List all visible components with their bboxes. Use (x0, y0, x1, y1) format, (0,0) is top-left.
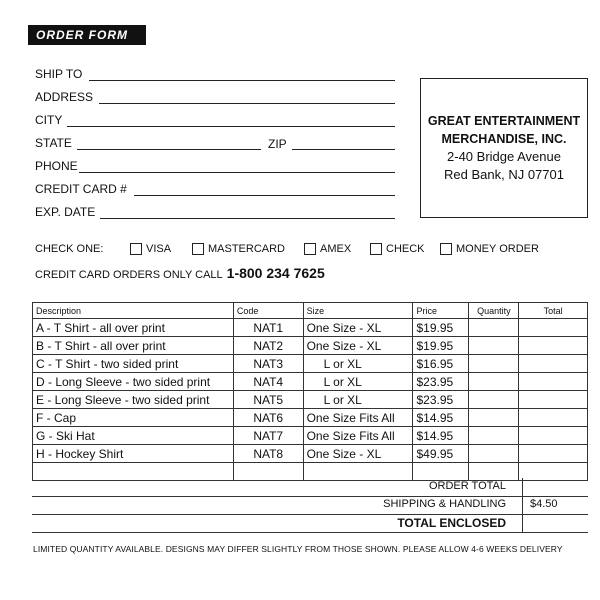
call-phone-number: 1-800 234 7625 (226, 265, 325, 281)
option-money-order[interactable] (440, 243, 539, 255)
total-cell[interactable] (519, 427, 588, 445)
shipping-value: $4.50 (530, 498, 558, 510)
ship-to-field[interactable] (89, 80, 395, 81)
header-size: Size (303, 303, 413, 319)
total-cell[interactable] (519, 391, 588, 409)
mastercard-label: MASTERCARD (208, 243, 286, 255)
item-description: D - Long Sleeve - two sided print (33, 373, 234, 391)
item-code: NAT4 (233, 373, 303, 391)
shipping-label: SHIPPING & HANDLING (383, 498, 506, 510)
shipping-row (32, 496, 588, 515)
company-address-box (420, 78, 588, 218)
total-cell[interactable] (519, 373, 588, 391)
quantity-cell[interactable] (469, 445, 519, 463)
visa-checkbox[interactable] (130, 243, 142, 255)
order-total-label: ORDER TOTAL (428, 480, 506, 492)
item-description: C - T Shirt - two sided print (33, 355, 234, 373)
company-name-line1: GREAT ENTERTAINMENT (427, 114, 581, 128)
item-size: One Size - XL (303, 445, 413, 463)
mastercard-checkbox[interactable] (192, 243, 204, 255)
table-row (33, 445, 588, 463)
item-code: NAT1 (233, 319, 303, 337)
exp-date-label: EXP. DATE (35, 205, 96, 219)
item-price: $49.95 (413, 445, 469, 463)
check-label: CHECK (386, 243, 425, 255)
item-price: $19.95 (413, 319, 469, 337)
item-price: $19.95 (413, 337, 469, 355)
item-code: NAT8 (233, 445, 303, 463)
header-description: Description (33, 303, 234, 319)
option-visa[interactable] (130, 243, 192, 255)
check-checkbox[interactable] (370, 243, 382, 255)
option-check[interactable] (370, 243, 440, 255)
item-description: A - T Shirt - all over print (33, 319, 234, 337)
item-code: NAT3 (233, 355, 303, 373)
option-amex[interactable] (304, 243, 370, 255)
header-quantity: Quantity (469, 303, 519, 319)
city-field[interactable] (67, 126, 395, 127)
address-label: ADDRESS (35, 90, 94, 104)
table-row (33, 355, 588, 373)
phone-label: PHONE (35, 159, 78, 173)
header-price: Price (413, 303, 469, 319)
quantity-cell[interactable] (469, 409, 519, 427)
total-cell[interactable] (519, 319, 588, 337)
quantity-cell[interactable] (469, 391, 519, 409)
zip-label: ZIP (268, 137, 287, 151)
table-row (33, 319, 588, 337)
item-description: H - Hockey Shirt (33, 445, 234, 463)
order-table (32, 302, 588, 481)
header-code: Code (233, 303, 303, 319)
total-enclosed-row (32, 514, 588, 533)
company-city-state: Red Bank, NJ 07701 (444, 167, 564, 182)
credit-card-label: CREDIT CARD # (35, 182, 127, 196)
quantity-cell[interactable] (469, 337, 519, 355)
item-price: $14.95 (413, 427, 469, 445)
total-cell[interactable] (519, 445, 588, 463)
company-street: 2-40 Bridge Avenue (447, 149, 561, 164)
total-cell[interactable] (519, 337, 588, 355)
ship-to-label: SHIP TO (35, 67, 83, 81)
option-mastercard[interactable] (192, 243, 304, 255)
footer-notice: LIMITED QUANTITY AVAILABLE. DESIGNS MAY DIFFER SLIGHTLY FROM THOSE SHOWN. PLEASE ALLOW 4-6 WEEKS DELIVERY (33, 544, 563, 554)
item-size: L or XL (303, 373, 413, 391)
item-price: $14.95 (413, 409, 469, 427)
item-price: $23.95 (413, 391, 469, 409)
credit-card-field[interactable] (134, 195, 395, 196)
visa-label: VISA (146, 243, 172, 255)
table-row (33, 409, 588, 427)
total-cell[interactable] (519, 355, 588, 373)
item-size: One Size Fits All (303, 409, 413, 427)
zip-field[interactable] (292, 149, 395, 150)
order-total-row (32, 478, 588, 497)
total-enclosed-label: TOTAL ENCLOSED (397, 516, 506, 530)
state-field[interactable] (77, 149, 261, 150)
item-code: NAT2 (233, 337, 303, 355)
item-code: NAT5 (233, 391, 303, 409)
call-line (35, 265, 325, 281)
item-size: L or XL (303, 355, 413, 373)
table-header-row (33, 303, 588, 319)
table-row (33, 427, 588, 445)
quantity-cell[interactable] (469, 427, 519, 445)
item-description: G - Ski Hat (33, 427, 234, 445)
item-description: E - Long Sleeve - two sided print (33, 391, 234, 409)
state-label: STATE (35, 136, 72, 150)
quantity-cell[interactable] (469, 373, 519, 391)
city-label: CITY (35, 113, 63, 127)
item-description: F - Cap (33, 409, 234, 427)
table-row (33, 391, 588, 409)
order-form-title: ORDER FORM (28, 25, 146, 45)
item-code: NAT6 (233, 409, 303, 427)
item-price: $23.95 (413, 373, 469, 391)
amex-checkbox[interactable] (304, 243, 316, 255)
item-size: One Size - XL (303, 337, 413, 355)
table-row (33, 373, 588, 391)
item-size: One Size Fits All (303, 427, 413, 445)
company-name-line2: MERCHANDISE, INC. (441, 132, 567, 146)
item-price: $16.95 (413, 355, 469, 373)
item-description: B - T Shirt - all over print (33, 337, 234, 355)
total-cell[interactable] (519, 409, 588, 427)
exp-date-field[interactable] (100, 218, 395, 219)
money-order-label: MONEY ORDER (456, 243, 539, 255)
payment-options (35, 243, 539, 255)
header-total: Total (519, 303, 588, 319)
call-text: CREDIT CARD ORDERS ONLY CALL (35, 269, 223, 281)
item-code: NAT7 (233, 427, 303, 445)
money-order-checkbox[interactable] (440, 243, 452, 255)
amex-label: AMEX (320, 243, 352, 255)
table-row (33, 337, 588, 355)
quantity-cell[interactable] (469, 355, 519, 373)
check-one-label: CHECK ONE: (35, 243, 104, 255)
item-size: One Size - XL (303, 319, 413, 337)
phone-field[interactable] (79, 172, 395, 173)
item-size: L or XL (303, 391, 413, 409)
quantity-cell[interactable] (469, 319, 519, 337)
address-field[interactable] (99, 103, 395, 104)
